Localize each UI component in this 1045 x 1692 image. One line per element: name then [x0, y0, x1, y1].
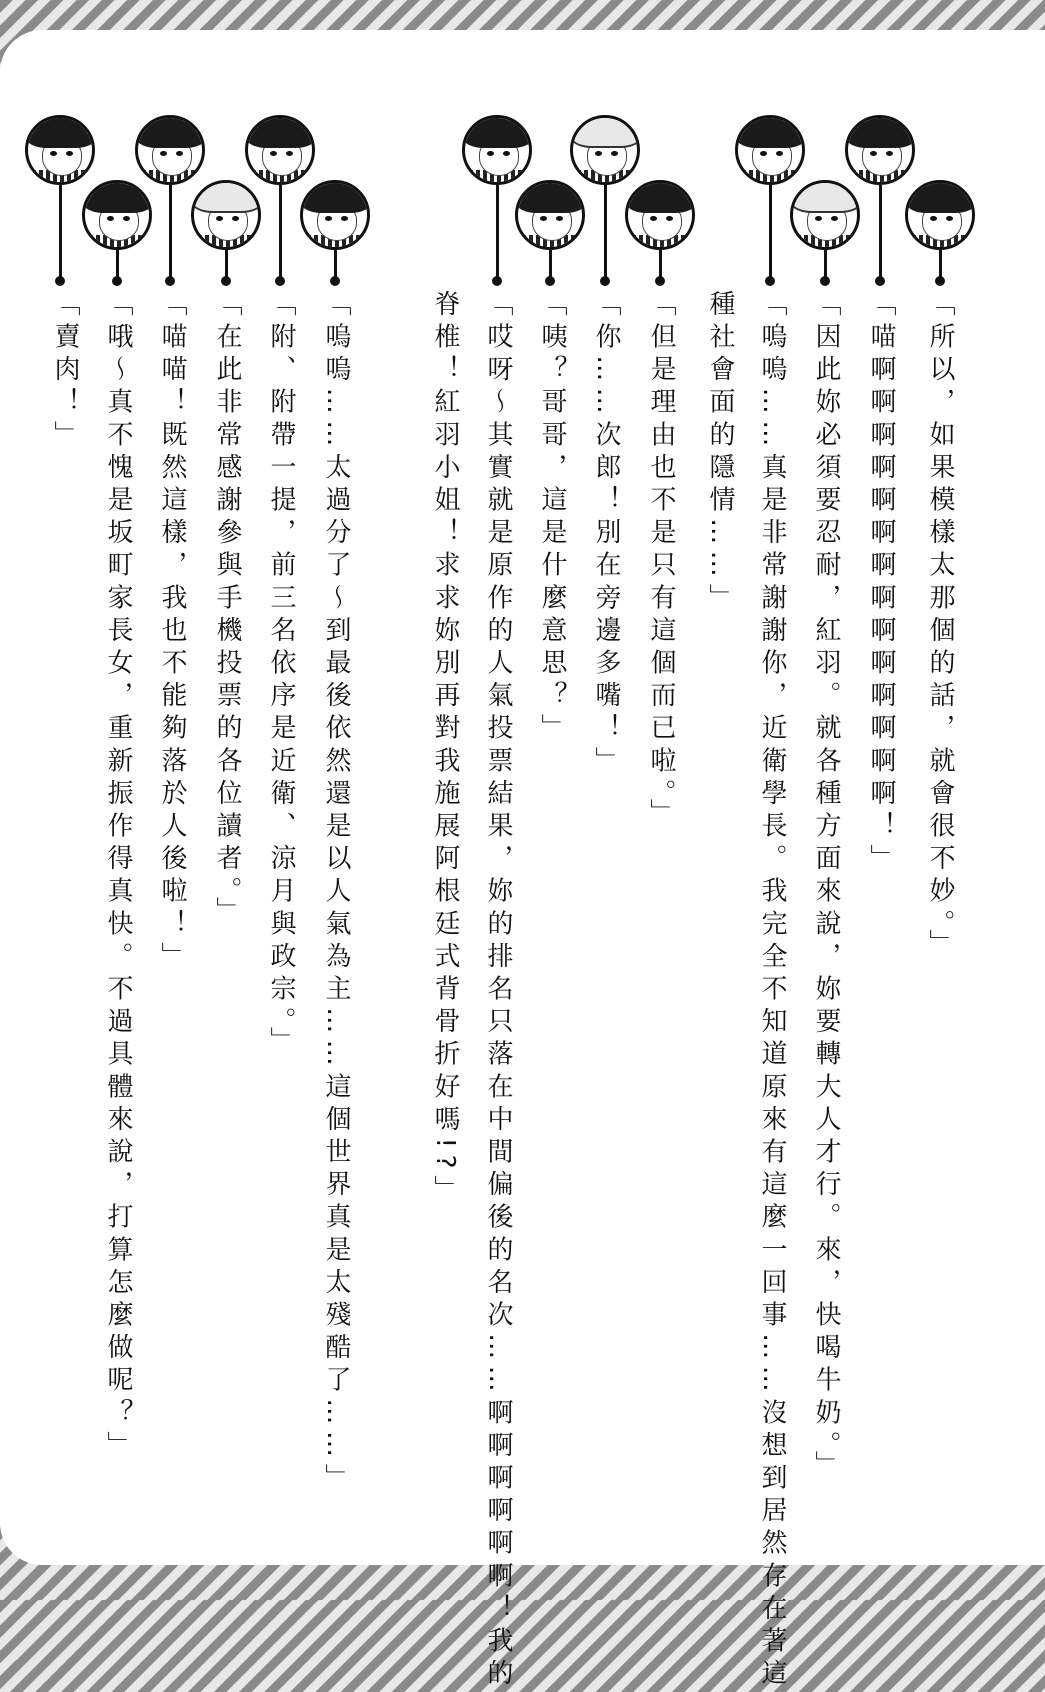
portrait-dot	[330, 276, 340, 286]
portrait-dot	[765, 276, 775, 286]
portrait-stick	[496, 185, 499, 282]
dialogue-line: 「所以，如果模樣太那個的話，就會很不妙。」	[925, 290, 955, 962]
character-portrait-icon	[735, 115, 805, 185]
dialogue-line-continued: 種社會面的隱情……」	[705, 290, 735, 616]
portrait-stick	[879, 185, 882, 282]
character-portrait-icon	[191, 180, 261, 250]
dialogue-line: 「哦～真不愧是坂町家長女，重新振作得真快。不過具體來說，打算怎麼做呢？」	[103, 290, 133, 1464]
character-portrait-icon	[135, 115, 205, 185]
portrait-dot	[275, 276, 285, 286]
portrait-dot	[55, 276, 65, 286]
portrait-dot	[165, 276, 175, 286]
portrait-dot	[221, 276, 231, 286]
dialogue-line: 「喵啊啊啊啊啊啊啊啊啊啊啊啊啊啊！」	[866, 290, 896, 877]
character-portrait-icon	[845, 115, 915, 185]
character-portrait-icon	[462, 115, 532, 185]
character-portrait-icon	[790, 180, 860, 250]
portrait-dot	[545, 276, 555, 286]
dialogue-line: 「嗚嗚……真是非常謝謝你，近衛學長。我完全不知道原來有這麼一回事……沒想到居然存在著這	[757, 290, 787, 1692]
portrait-dot	[112, 276, 122, 286]
dialogue-line: 「哎呀～其實就是原作的人氣投票結果，妳的排名只落在中間偏後的名次……啊啊啊啊啊啊！我的	[483, 290, 513, 1692]
character-portrait-icon	[82, 180, 152, 250]
portrait-dot	[875, 276, 885, 286]
portrait-stick	[279, 185, 282, 282]
portrait-dot	[820, 276, 830, 286]
dialogue-line: 「在此非常感謝參與手機投票的各位讀者。」	[212, 290, 242, 929]
dialogue-line: 「但是理由也不是只有這個而已啦。」	[646, 290, 676, 832]
portrait-dot	[492, 276, 502, 286]
portrait-stick	[604, 185, 607, 282]
character-portrait-icon	[300, 180, 370, 250]
character-portrait-icon	[515, 180, 585, 250]
character-portrait-icon	[570, 115, 640, 185]
dialogue-line-continued: 脊椎！紅羽小姐！求求妳別再對我施展阿根廷式背骨折好嗎!?」	[430, 290, 460, 1208]
character-portrait-icon	[625, 180, 695, 250]
dialogue-line: 「你……次郎！別在旁邊多嘴！」	[591, 290, 621, 779]
dialogue-line: 「喵喵！既然這樣，我也不能夠落於人後啦！」	[157, 290, 187, 975]
character-portrait-icon	[905, 180, 975, 250]
dialogue-line: 「因此妳必須要忍耐，紅羽。就各種方面來說，妳要轉大人才行。來，快喝牛奶。」	[811, 290, 841, 1484]
portrait-dot	[655, 276, 665, 286]
portrait-stick	[169, 185, 172, 282]
portrait-dot	[600, 276, 610, 286]
portrait-stick	[59, 185, 62, 282]
dialogue-line: 「附、附帶一提，前三名依序是近衛、涼月與政宗。」	[266, 290, 296, 1060]
character-portrait-icon	[25, 115, 95, 185]
dialogue-line: 「咦？哥哥，這是什麼意思？」	[537, 290, 567, 747]
portrait-stick	[769, 185, 772, 282]
portrait-dot	[935, 276, 945, 286]
dialogue-line: 「賣肉！」	[50, 290, 80, 453]
dialogue-line: 「嗚嗚……太過分了～到最後依然還是以人氣為主……這個世界真是太殘酷了……」	[321, 290, 351, 1497]
character-portrait-icon	[245, 115, 315, 185]
